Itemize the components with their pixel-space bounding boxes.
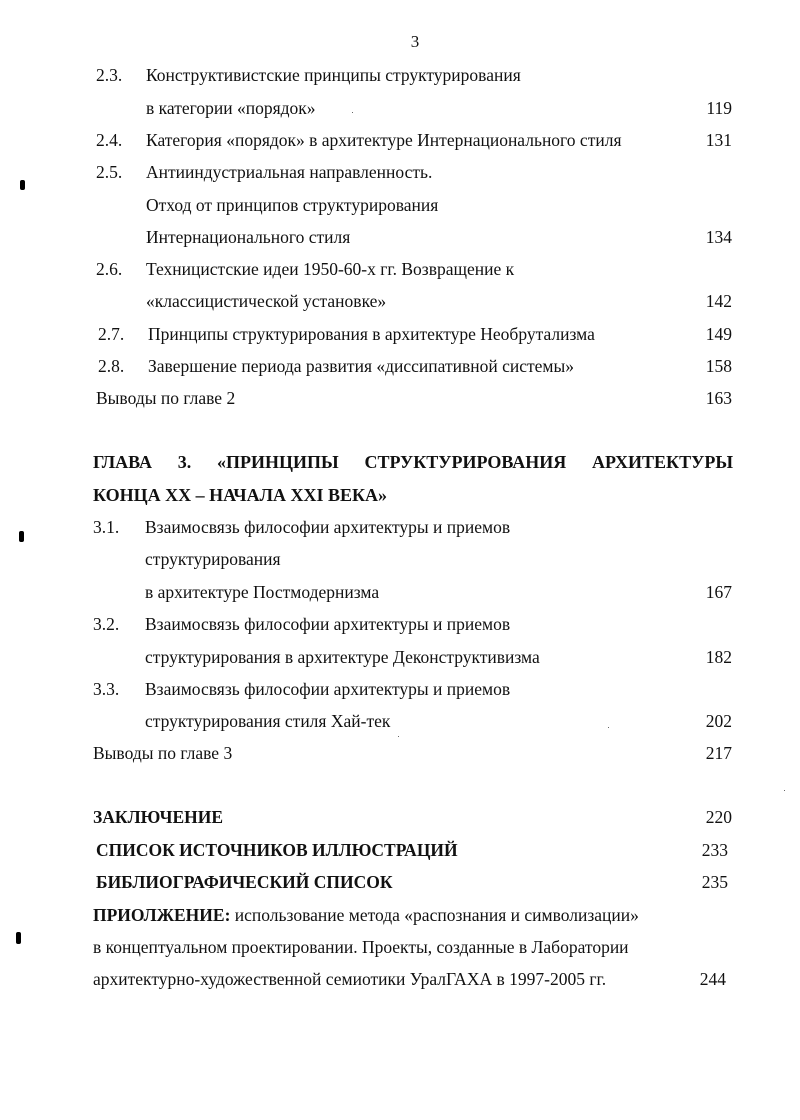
entry-page: 202 (705, 711, 732, 731)
appendix-page: 244 (699, 969, 726, 989)
conclusions-label: Выводы по главе 3 (93, 743, 233, 763)
entry-page: 182 (705, 647, 732, 667)
entry-number: 3.1. (93, 517, 120, 537)
entry-title-line: Техницистские идеи 1950-60-х гг. Возвращение к (146, 259, 515, 279)
entry-page: 167 (705, 582, 732, 602)
entry-title-line: Завершение периода развития «диссипативной системы» (148, 356, 574, 376)
section-label: ЗАКЛЮЧЕНИЕ (93, 807, 224, 827)
entry-title-line: Конструктивистские принципы структурирования (146, 65, 521, 85)
scan-mark (19, 531, 24, 542)
entry-page: 149 (705, 324, 732, 344)
conclusions-label: Выводы по главе 2 (96, 388, 236, 408)
entry-title-line: структурирования (145, 549, 281, 569)
appendix-line (93, 904, 639, 926)
entry-title-line: в категории «порядок» (146, 98, 316, 118)
chapter-heading-line: КОНЦА XX – НАЧАЛА XXI ВЕКА» (93, 485, 388, 505)
entry-page: 158 (705, 356, 732, 376)
entry-number: 2.4. (96, 130, 123, 150)
entry-number: 3.2. (93, 614, 120, 634)
entry-number: 3.3. (93, 679, 120, 699)
scan-mark (16, 932, 21, 944)
entry-title-line: структурирования в архитектуре Деконструктивизма (145, 647, 540, 667)
entry-title-line: Интернационального стиля (146, 227, 351, 247)
conclusions-page: 163 (705, 388, 732, 408)
scan-speck (398, 736, 399, 737)
entry-page: 142 (705, 291, 732, 311)
section-page: 235 (701, 872, 728, 892)
entry-title-line: структурирования стиля Хай-тек (145, 711, 391, 731)
entry-title-line: Взаимосвязь философии архитектуры и приемов (145, 517, 511, 537)
entry-number: 2.3. (96, 65, 123, 85)
section-page: 233 (701, 840, 728, 860)
entry-title-line: Категория «порядок» в архитектуре Интернационального стиля (146, 130, 622, 150)
entry-title-line: Взаимосвязь философии архитектуры и приемов (145, 679, 511, 699)
appendix-text: использование метода «распознания и символизации» (230, 905, 639, 925)
entry-number: 2.6. (96, 259, 123, 279)
entry-title-line: Взаимосвязь философии архитектуры и приемов (145, 614, 511, 634)
conclusions-page: 217 (705, 743, 732, 763)
section-label: СПИСОК ИСТОЧНИКОВ ИЛЛЮСТРАЦИЙ (96, 840, 458, 860)
entry-page: 119 (706, 98, 732, 118)
chapter-heading-line: ГЛАВА 3. «ПРИНЦИПЫ СТРУКТУРИРОВАНИЯ АРХИТЕКТУРЫ (93, 452, 733, 472)
scan-speck (608, 727, 609, 728)
entry-number: 2.7. (98, 324, 125, 344)
appendix-label: ПРИОЛЖЕНИЕ: (93, 905, 231, 925)
scan-speck (352, 112, 353, 113)
entry-title-line: Отход от принципов структурирования (146, 195, 439, 215)
entry-number: 2.5. (96, 162, 123, 182)
entry-number: 2.8. (98, 356, 125, 376)
section-label: БИБЛИОГРАФИЧЕСКИЙ СПИСОК (96, 872, 393, 892)
scan-mark (20, 180, 25, 190)
entry-page: 134 (705, 227, 732, 247)
entry-title-line: в архитектуре Постмодернизма (145, 582, 380, 602)
entry-title-line: Принципы структурирования в архитектуре Необрутализма (148, 324, 595, 344)
appendix-line: в концептуальном проектировании. Проекты, созданные в Лаборатории (93, 937, 629, 957)
page-number: 3 (410, 32, 420, 51)
entry-page: 131 (705, 130, 732, 150)
scan-speck (784, 790, 785, 791)
entry-title-line: «классицистической установке» (146, 291, 387, 311)
section-page: 220 (705, 807, 732, 827)
appendix-line: архитектурно-художественной семиотики УралГАХА в 1997-2005 гг. (93, 969, 607, 989)
entry-title-line: Антииндустриальная направленность. (146, 162, 433, 182)
